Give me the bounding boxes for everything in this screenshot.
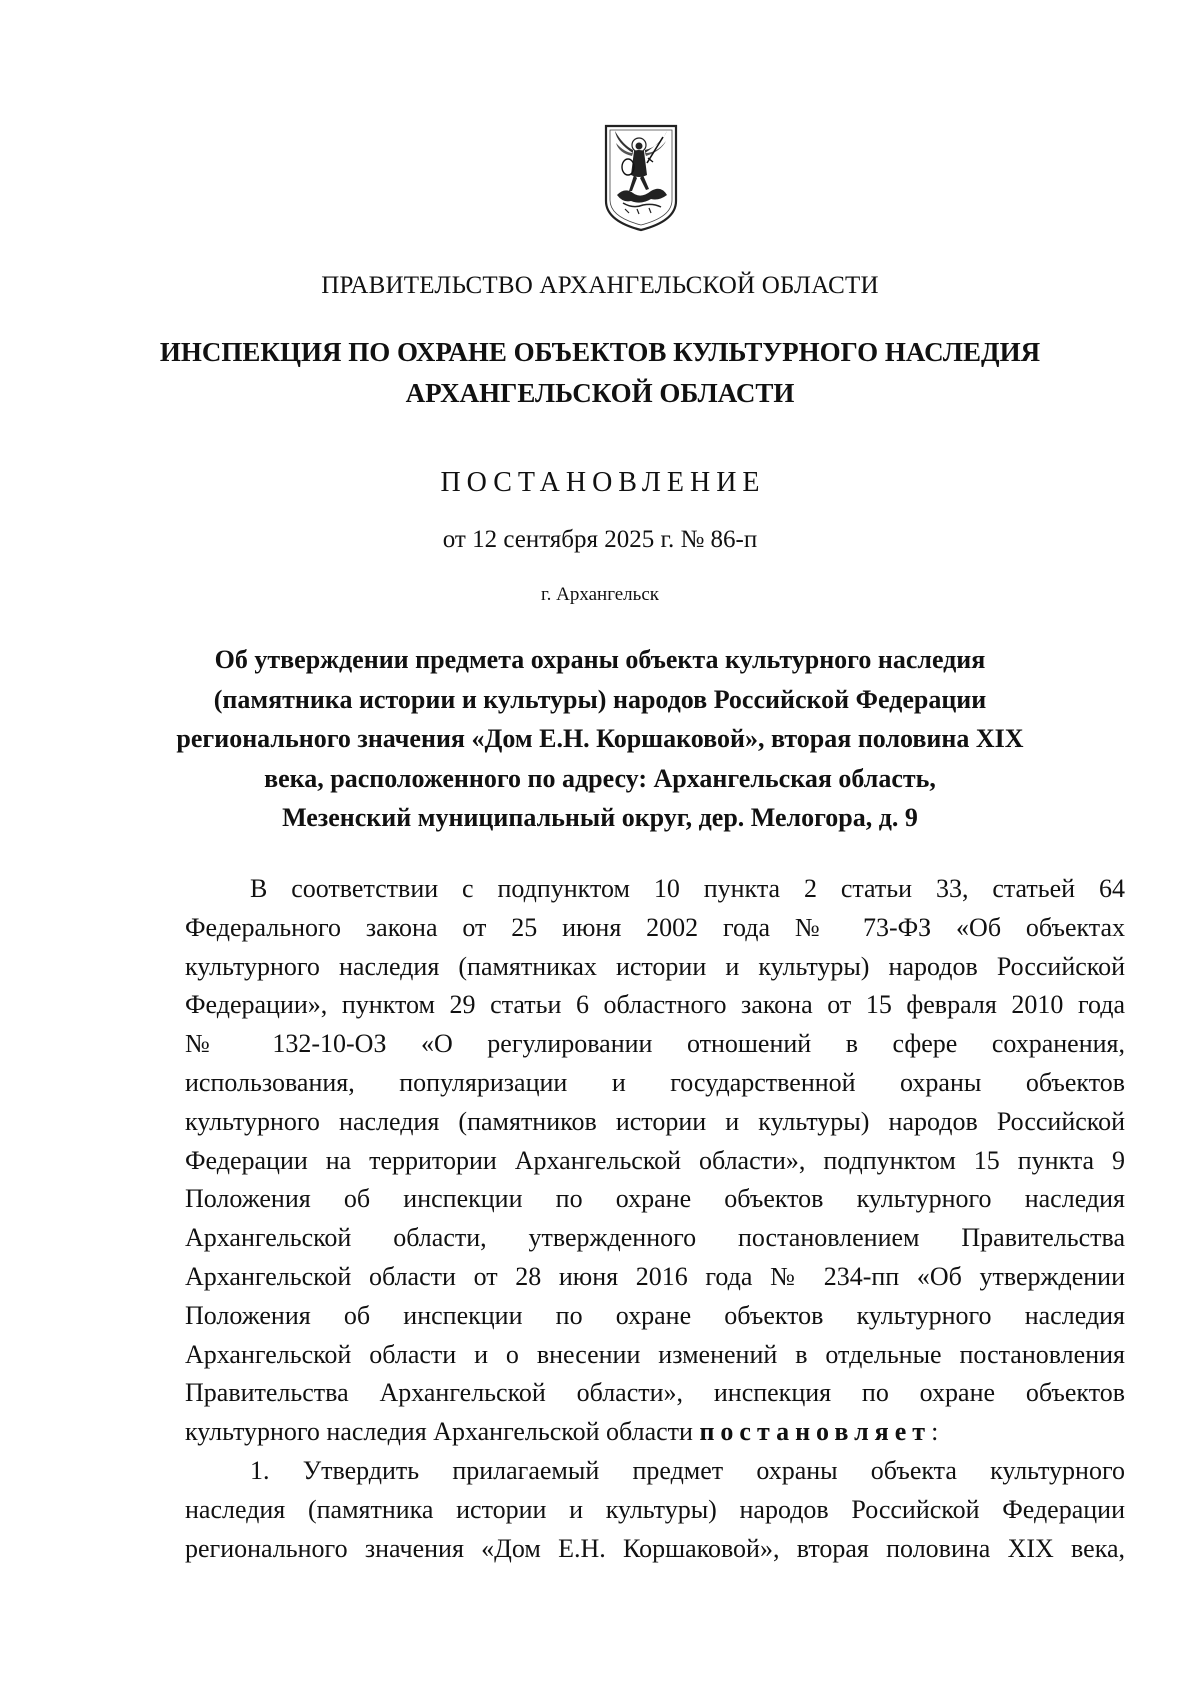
- resolves-prefix: культурного наследия Архангельской области: [185, 1417, 700, 1447]
- resolves-word: постановляет: [699, 1417, 932, 1447]
- body-line: регионального значения «Дом Е.Н. Коршаковой», вторая половина XIX века,: [185, 1533, 1125, 1563]
- inspection-name-line: АРХАНГЕЛЬСКОЙ ОБЛАСТИ: [405, 378, 795, 408]
- title-line: регионального значения «Дом Е.Н. Коршаковой», вторая половина XIX: [176, 724, 1024, 753]
- body-line: Положения об инспекции по охране объектов культурного наследия: [185, 1184, 1125, 1214]
- body-line: Архангельской области и о внесении изменений в отдельные постановления: [185, 1339, 1125, 1369]
- item-1-paragraph: [185, 1452, 1125, 1568]
- government-name: ПРАВИТЕЛЬСТВО АРХАНГЕЛЬСКОЙ ОБЛАСТИ: [321, 272, 879, 299]
- title-line: Об утверждении предмета охраны объекта культурного наследия: [214, 645, 986, 674]
- body-line: Архангельской области, утвержденного постановлением Правительства: [185, 1223, 1125, 1253]
- body-line: Архангельской области от 28 июня 2016 года № 234-пп «Об утверждении: [185, 1261, 1125, 1291]
- document-date-number: от 12 сентября 2025 г. № 86-п: [442, 526, 758, 553]
- resolves-suffix: :: [931, 1417, 939, 1447]
- document-type: ПОСТАНОВЛЕНИЕ: [440, 467, 766, 498]
- coat-of-arms-emblem: [603, 123, 679, 233]
- document-title: [140, 640, 1060, 838]
- body-line: Федерации», пунктом 29 статьи 6 областного закона от 15 февраля 2010 года: [185, 990, 1125, 1020]
- body-line: использования, популяризации и государственной охраны объектов: [185, 1067, 1125, 1097]
- body-line-resolves: [185, 1413, 1125, 1452]
- body-line: В соответствии с подпунктом 10 пункта 2 статьи 33, статьей 64: [250, 874, 1125, 903]
- body-line: Правительства Архангельской области», инспекция по охране объектов: [185, 1378, 1125, 1408]
- body-line: Положения об инспекции по охране объектов культурного наследия: [185, 1300, 1125, 1330]
- document-body: [185, 870, 1125, 1568]
- body-line: культурного наследия (памятниках истории и культуры) народов Российской: [185, 951, 1125, 981]
- body-line: наследия (памятника истории и культуры) народов Российской Федерации: [185, 1494, 1125, 1524]
- inspection-name: [100, 332, 1100, 414]
- title-line: века, расположенного по адресу: Архангельская область,: [264, 763, 936, 793]
- body-line: Федерации на территории Архангельской области», подпунктом 15 пункта 9: [185, 1145, 1125, 1175]
- body-line: Федерального закона от 25 июня 2002 года № 73-ФЗ «Об объектах: [185, 912, 1125, 942]
- title-line: (памятника истории и культуры) народов Российской Федерации: [213, 684, 987, 714]
- document-city: г. Архангельск: [540, 584, 659, 605]
- body-line: № 132-10-ОЗ «О регулировании отношений в сфере сохранения,: [185, 1029, 1125, 1059]
- inspection-name-line: ИНСПЕКЦИЯ ПО ОХРАНЕ ОБЪЕКТОВ КУЛЬТУРНОГО НАСЛЕДИЯ: [159, 337, 1041, 367]
- body-line: культурного наследия (памятников истории и культуры) народов Российской: [185, 1106, 1125, 1136]
- body-line: 1. Утвердить прилагаемый предмет охраны объекта культурного: [250, 1455, 1125, 1485]
- preamble-paragraph: [185, 870, 1125, 1452]
- title-line: Мезенский муниципальный округ, дер. Мелогора, д. 9: [282, 803, 918, 832]
